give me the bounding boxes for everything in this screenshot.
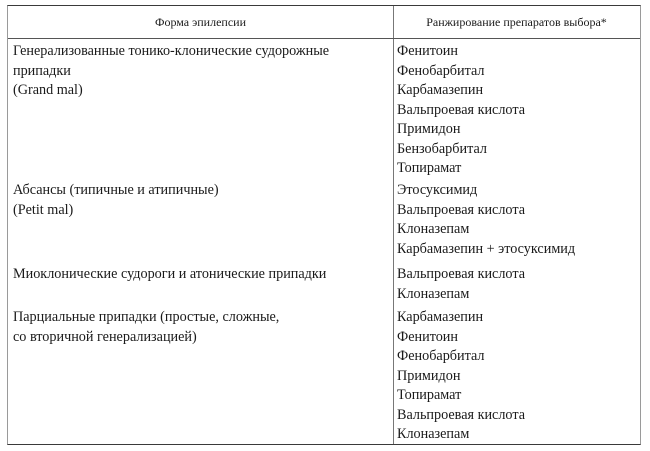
drug-item: Примидон (397, 121, 461, 137)
epilepsy-form-cell (13, 181, 391, 220)
drug-item: Карбамазепин + этосуксимид (397, 240, 576, 257)
table-header (8, 6, 640, 39)
epilepsy-form-cell (13, 42, 391, 101)
drug-item: Топирамат (397, 387, 462, 403)
drug-list-cell (397, 42, 638, 179)
drug-item: Вальпроевая кислота (397, 406, 526, 423)
drug-item: Клоназепам (397, 426, 470, 442)
form-line: Генерализованные тонико-клонические судорожные (13, 43, 330, 59)
drug-item: Бензобарбитал (397, 140, 487, 157)
drug-list-cell (397, 308, 638, 445)
drug-list-cell (397, 265, 638, 304)
form-line: (Petit mal) (13, 201, 74, 218)
form-line: (Grand mal) (13, 82, 83, 98)
drug-item: Этосуксимид (397, 182, 478, 198)
drug-item: Фенобарбитал (397, 348, 485, 364)
drug-item: Топирамат (397, 160, 462, 176)
drug-item: Фенитоин (397, 43, 458, 59)
epilepsy-form-cell (13, 308, 391, 347)
form-line: со вторичной генерализацией) (13, 328, 197, 345)
header-epilepsy-form: Форма эпилепсии (154, 15, 247, 29)
form-line: припадки (13, 62, 71, 79)
drug-item: Карбамазепин (397, 309, 484, 325)
form-line: Парциальные припадки (простые, сложные, (13, 309, 280, 325)
drug-item: Фенобарбитал (397, 62, 485, 79)
drug-item: Клоназепам (397, 221, 470, 237)
drug-item: Клоназепам (397, 285, 470, 302)
drug-item: Примидон (397, 367, 461, 384)
drug-item: Фенитоин (397, 328, 458, 345)
drug-list-cell (397, 181, 638, 259)
drug-item: Вальпроевая кислота (397, 266, 526, 282)
column-divider (393, 6, 394, 444)
drug-item: Вальпроевая кислота (397, 101, 526, 118)
form-line: Миоклонические судороги и атонические припадки (13, 266, 327, 282)
epilepsy-drug-table (7, 5, 641, 445)
drug-item: Вальпроевая кислота (397, 201, 526, 218)
epilepsy-form-cell (13, 265, 391, 285)
drug-item: Карбамазепин (397, 82, 484, 98)
form-line: Абсансы (типичные и атипичные) (13, 182, 219, 198)
header-drug-ranking: Ранжирование препаратов выбора* (426, 15, 607, 29)
